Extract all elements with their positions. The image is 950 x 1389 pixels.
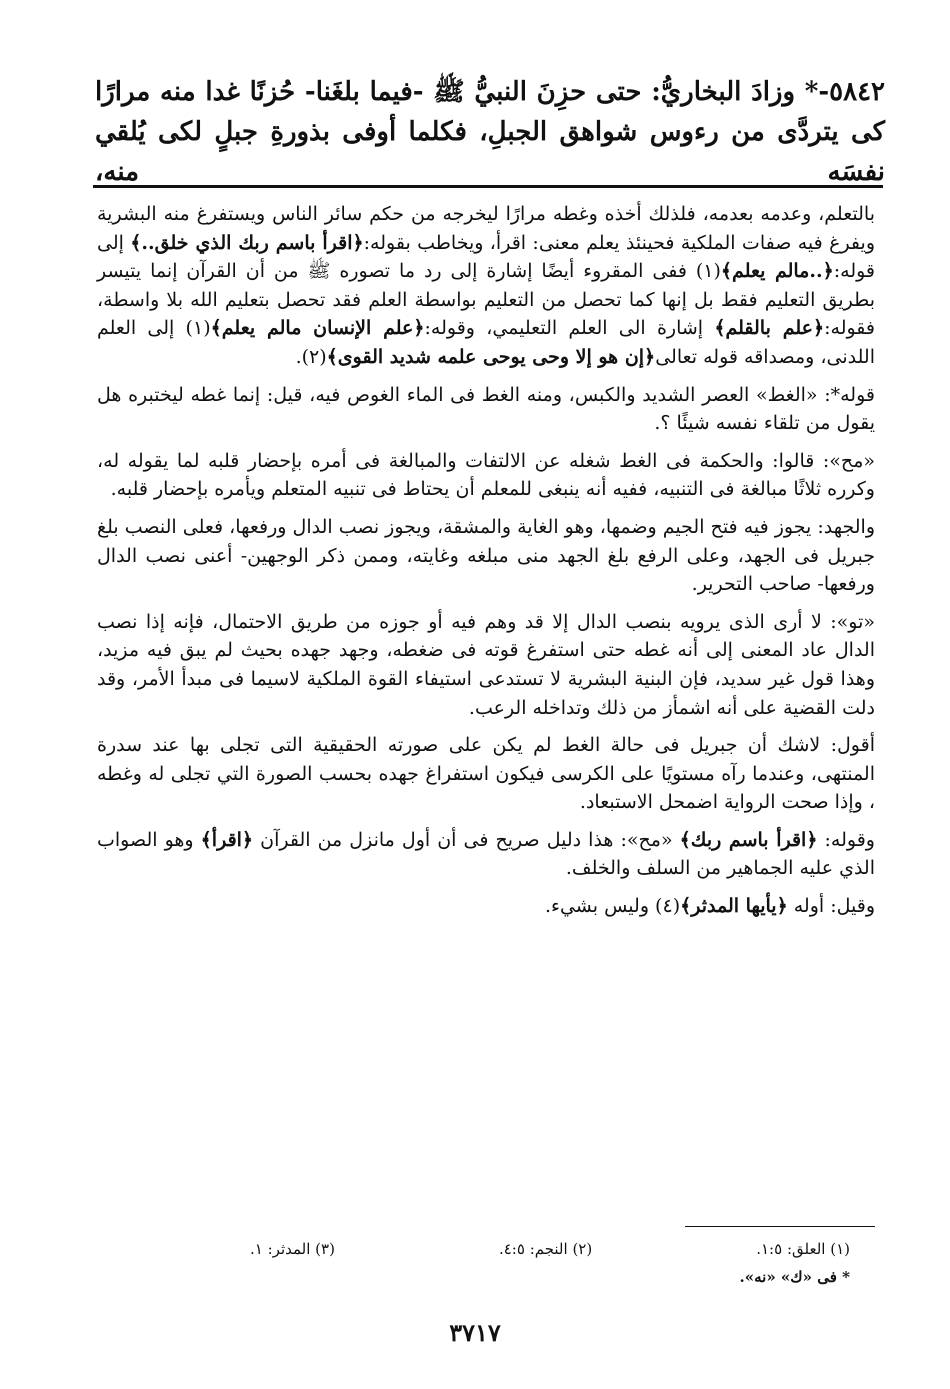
commentary-paragraph — [97, 892, 875, 921]
commentary-body — [97, 200, 875, 921]
quran-quote: ﴿..مالم يعلم﴾ — [720, 260, 834, 283]
quran-quote: ﴿اقرأ باسم ربك الذي خلق..﴾ — [130, 231, 364, 254]
footnotes — [250, 1236, 850, 1290]
footnote-row — [250, 1236, 850, 1262]
commentary-paragraph — [97, 200, 875, 372]
text-run: إلى قوله: — [97, 231, 876, 283]
quran-quote: ﴿إن هو إلا وحى يوحى علمه شديد القوى﴾ — [326, 345, 656, 368]
text-run: (١) إلى العلم اللدنى، ومصداقه قوله تعالى — [97, 317, 875, 368]
text-run: بالتعلم، وعدمه بعدمه، فلذلك أخذه وغطه مرارًا ليخرجه من حكم سائر الناس ويستفرغ منه البشرية ويفرغ فيه صفات الملكية فحينئذ يعلم معنى: اقرأ، ويخاطب بقوله: — [97, 203, 876, 254]
commentary-paragraph: أقول: لاشك أن جبريل فى حالة الغط لم يكن على صورته الحقيقية التى تجلى بها عند سدرة المنتهى، وعندما رآه مستويًا على الكرسى فيكون استفراغ جهده بحسب الصورة التي تجلى له وغطه ، وإذا صحت الرواية اضمحل الاستبعاد. — [97, 734, 875, 814]
commentary-paragraph: قوله*: «الغط» العصر الشديد والكبس، ومنه الغط فى الماء الغوص فيه، قيل: إنما غطه ليختبره هل يقول من تلقاء نفسه شيئًا ؟. — [97, 383, 875, 435]
separator-line — [93, 185, 883, 188]
commentary-paragraph — [97, 826, 875, 883]
hadith-text — [95, 72, 885, 192]
text-run: إشارة الى العلم التعليمي، وقوله: — [424, 317, 715, 340]
footnote-manuscript-note: * فى «ك» «نه». — [739, 1268, 850, 1286]
quran-quote: ﴿يأيها المدثر﴾ — [680, 895, 788, 918]
quran-quote: ﴿علم بالقلم﴾ — [714, 317, 825, 340]
hadith-line-1: ٥٨٤٢-* وزادَ البخاريُّ: حتى حزِنَ النبيُّ ﷺ -فيما بلغَنا- حُزنًا غدا منه مرارًا — [95, 77, 885, 107]
quran-quote: ﴿اقرأ باسم ربك﴾ — [679, 828, 818, 851]
text-run: «مح»: هذا دليل صريح فى أن أول مانزل من القرآن — [253, 828, 680, 851]
footnote-1: (١) العلق: ١:٥. — [756, 1240, 850, 1258]
quran-quote: ﴿اقرأ﴾ — [200, 828, 254, 851]
page-number: ٣٧١٧ — [449, 1318, 501, 1347]
text-run: وقيل: أوله — [787, 895, 875, 918]
text-run: (٢). — [295, 345, 327, 368]
text-run: (١) ففى المقروء أيضًا إشارة إلى رد ما تصوره ﷺ من أن القرآن إنما يتيسر بطريق التعليم فقط بل إنها كما تحصل من التعليم بواسطة العلم فقد تحصل بتعليم الله بلا واسطة، فقوله: — [97, 260, 875, 340]
text-run: وهو الصواب الذي عليه الجماهير من السلف والخلف. — [97, 828, 875, 880]
hadith-line-2: كى يتردَّى من رءوس شواهق الجبلِ، فكلما أوفى بذورةِ جبلٍ لكى يُلقي نفسَه منه، — [95, 117, 885, 187]
commentary-paragraph: «مح»: قالوا: والحكمة فى الغط شغله عن الالتفات والمبالغة فى أمره بإحضار قلبه لما يقوله له، وكرره ثلاثًا مبالغة فى التنبيه، ففيه أنه ينبغى للمعلم أن يحتاط فى تنبيه المتعلم ويأمره بإحضار قلبه. — [97, 449, 875, 501]
footnote-2: (٢) النجم: ٤:٥. — [498, 1240, 593, 1258]
commentary-paragraph: والجهد: يجوز فيه فتح الجيم وضمها، وهو الغاية والمشقة، ويجوز نصب الدال ورفعها، فعلى النصب بلغ جبريل فى الجهد، وعلى الرفع بلغ الجهد منى مبلغه وغايته، وممن ذكر الوجهين- أعنى نصب الدال ورفعها- صاحب التحرير. — [97, 515, 875, 596]
text-run: وقوله: — [817, 828, 875, 851]
quran-quote: ﴿علم الإنسان مالم يعلم﴾ — [210, 317, 425, 340]
footnote-3: (٣) المدثر: ١. — [250, 1240, 335, 1258]
commentary-paragraph: «تو»: لا أرى الذى يرويه بنصب الدال إلا قد وهم فيه أو جوزه من طريق الاحتمال، فإنه إذا نصب الدال عاد المعنى إلى أنه غطه حتى استفرغ قوته فى ضغطه، وجهد جهده بحيث لم يبق فيه مزيد، وهذا قول غير سديد، فإن البنية البشرية لا تستدعى استيفاء القوة الملكية لاسيما فى مبدأ الأمر، وقد دلت القضية على أنه اشمأز من ذلك وتداخله الرعب. — [97, 610, 875, 719]
text-run: (٤) وليس بشيء. — [545, 895, 681, 918]
footnote-separator — [685, 1226, 875, 1227]
